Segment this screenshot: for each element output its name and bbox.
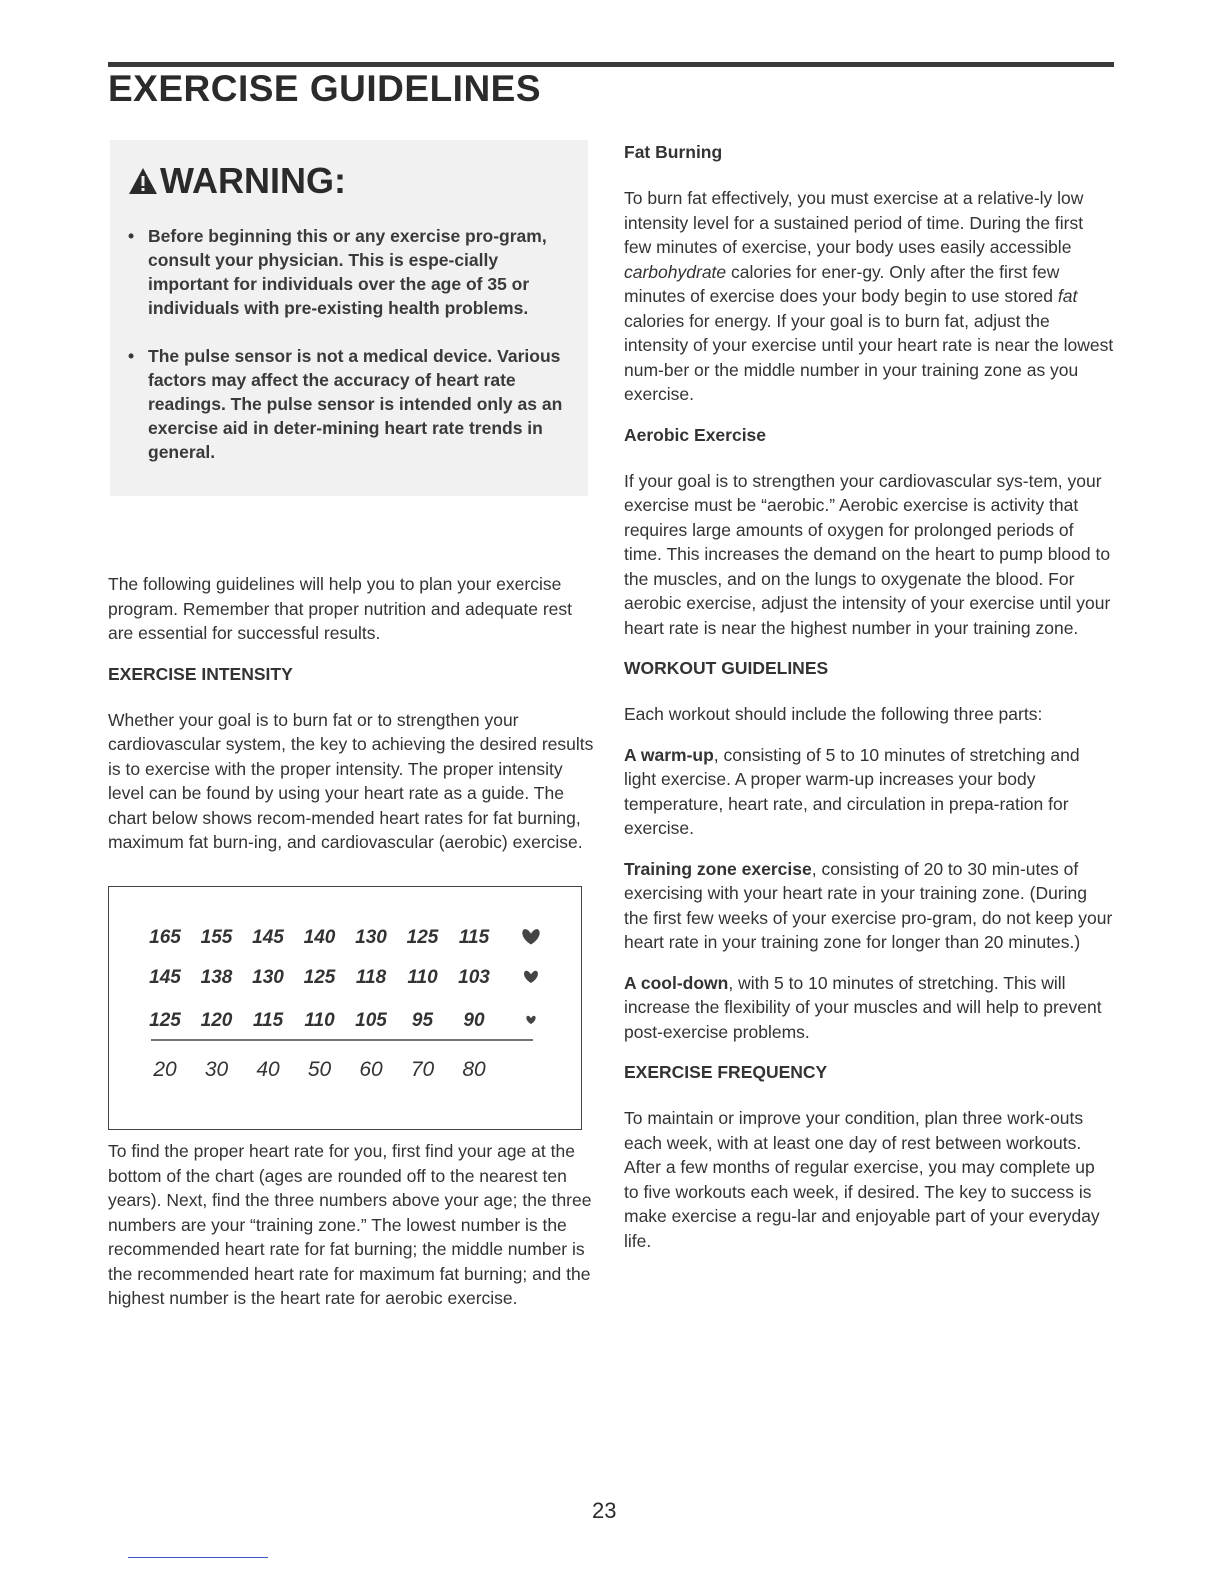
heart-rate-value: 145: [149, 967, 181, 988]
heart-rate-value: 95: [411, 1010, 434, 1031]
heart-rate-value: 138: [200, 967, 233, 988]
heart-rate-value: 115: [252, 1010, 284, 1031]
frequency-paragraph: To maintain or improve your condition, plan three work-outs each week, with at least one day of rest between workouts. After a few months of regular exercise, you may complete up to five workouts each week, if desired. The key to success is make exercise a regu-lar and enjoyable part of your everyday life.: [624, 1108, 1100, 1251]
carbohydrate-emphasis: carbohydrate: [624, 261, 727, 282]
aerobic-paragraph: If your goal is to strengthen your cardiovascular sys-tem, your exercise must be “aerobic.” Aerobic exercise is activity that requires large amounts of oxygen for prolonged periods of time. This increases the demand on the heart to pump blood to the muscles, and on the lungs to oxygenate the blood. For aerobic exercise, adjust the intensity of your exercise until your heart rate is near the highest number in your training zone.: [624, 470, 1111, 638]
page-title: EXERCISE GUIDELINES: [108, 68, 542, 109]
fat-burning-paragraph: [624, 186, 1114, 407]
heart-rate-value: 118: [355, 967, 387, 988]
intro-paragraph: The following guidelines will help you to plan your exercise program. Remember that proper nutrition and adequate rest are essential for successful results.: [108, 574, 573, 643]
heart-rate-chart: [108, 886, 582, 1130]
heart-rate-value: 105: [355, 1010, 387, 1031]
fat-text-3: calories for energy. If your goal is to burn fat, adjust the intensity of your exercise until your heart rate is near the lowest num-ber or the middle number in your training zone as you exercise.: [624, 310, 1114, 404]
training-text: , consisting of 20 to 30 min-utes of exercising with your heart rate in your training zone. (During the first few weeks of your exercise pro-gram, do not keep your heart rate in your training zone for longer than 20 minutes.): [624, 858, 1113, 952]
intensity-paragraph: Whether your goal is to burn fat or to strengthen your cardiovascular system, the key to achieving the desired results is to exercise with the proper intensity. The proper intensity level can be found by using your heart rate as a guide. The chart below shows recom-mended heart rates for fat burning, maximum fat burn-ing, and cardiovascular (aerobic) exercise.: [108, 709, 594, 852]
age-tick-label: 70: [410, 1058, 435, 1081]
title-rule: [108, 62, 1114, 67]
cooldown-label: A cool-down: [624, 972, 729, 993]
bullet-icon: •: [128, 346, 135, 366]
age-tick-label: 60: [359, 1058, 383, 1081]
heart-icon: [526, 1016, 535, 1024]
intensity-heading: EXERCISE INTENSITY: [108, 663, 293, 684]
warmup-label: A warm-up: [624, 744, 714, 765]
heart-icon: [524, 971, 538, 983]
right-column: [624, 140, 1114, 1253]
age-tick-label: 40: [256, 1058, 280, 1081]
heart-icon: [522, 929, 539, 944]
warning-item: [128, 344, 578, 464]
age-tick-label: 30: [204, 1058, 229, 1081]
heart-rate-value: 125: [406, 927, 439, 948]
heart-rate-value: 165: [149, 927, 181, 948]
workout-heading: WORKOUT GUIDELINES: [624, 658, 829, 678]
warmup-paragraph: [624, 743, 1114, 841]
heart-rate-value: 145: [252, 927, 284, 948]
workout-intro: Each workout should include the following three parts:: [624, 704, 1043, 724]
heart-rate-value: 140: [303, 927, 336, 948]
find-rate-paragraph: To find the proper heart rate for you, first find your age at the bottom of the chart (ages are rounded off to the nearest ten years). Next, find the three numbers above your age; the three numbers are your “training zone.” The lowest number is the recommended heart rate for fat burning; the middle number is the recommended heart rate for maximum fat burning; and the highest number is the heart rate for aerobic exercise.: [108, 1141, 592, 1308]
training-label: Training zone exercise: [624, 858, 812, 879]
heart-rate-value: 115: [458, 927, 490, 948]
cooldown-text: , with 5 to 10 minutes of stretching. This will increase the flexibility of your muscles and will help to prevent post-exercise problems.: [624, 972, 1102, 1042]
warning-title: [128, 160, 346, 202]
heart-rate-value: 120: [200, 1010, 233, 1031]
age-tick-label: 80: [462, 1058, 486, 1081]
heart-rate-value: 90: [463, 1010, 485, 1031]
heart-rate-value: 110: [304, 1010, 335, 1031]
heart-rate-value: 130: [252, 967, 284, 988]
age-tick-label: 50: [307, 1058, 332, 1081]
warmup-text: , consisting of 5 to 10 minutes of stretching and light exercise. A proper warm-up increases your body temperature, heart rate, and circulation in prepa-ration for exercise.: [624, 744, 1080, 838]
cooldown-paragraph: [624, 971, 1114, 1045]
training-paragraph: [624, 857, 1114, 955]
left-bottom: [108, 1139, 598, 1311]
fat-text-1: To burn fat effectively, you must exercise at a relative-ly low intensity level for a sustained period of time. During the first few minutes of exercise, your body uses easily accessible: [624, 188, 1084, 257]
heart-rate-value: 110: [407, 967, 438, 988]
left-column: [108, 572, 598, 855]
page-number: 23: [592, 1498, 617, 1523]
fat-burning-heading: Fat Burning: [624, 142, 723, 162]
warning-list: [128, 224, 578, 464]
heart-rate-value: 103: [458, 967, 490, 988]
heart-rate-value: 125: [149, 1010, 181, 1031]
footer-line: [128, 1557, 268, 1558]
frequency-heading: EXERCISE FREQUENCY: [624, 1062, 828, 1082]
warning-item-text: Before beginning this or any exercise pro-gram, consult your physician. This is espe-cially important for individuals over the age of 35 or individuals with pre-existing health problems.: [148, 226, 547, 318]
warning-triangle-icon: [128, 167, 158, 195]
heart-rate-value: 125: [303, 967, 336, 988]
age-tick-label: 20: [153, 1058, 177, 1081]
bullet-icon: •: [128, 226, 135, 246]
heart-rate-value: 155: [200, 927, 233, 948]
warning-item-text: The pulse sensor is not a medical device. Various factors may affect the accuracy of heart rate readings. The pulse sensor is intended only as an exercise aid in deter-mining heart rate trends in general.: [148, 346, 563, 462]
fat-emphasis: fat: [1057, 286, 1078, 306]
fat-text-2: calories for ener-gy. Only after the first few minutes of exercise does your body begin to use stored: [624, 261, 1060, 306]
warning-title-text: WARNING:: [160, 160, 346, 201]
warning-item: [128, 224, 578, 320]
aerobic-heading: Aerobic Exercise: [624, 424, 767, 445]
heart-rate-value: 130: [355, 927, 387, 948]
heart-rate-chart-svg: [109, 887, 583, 1131]
